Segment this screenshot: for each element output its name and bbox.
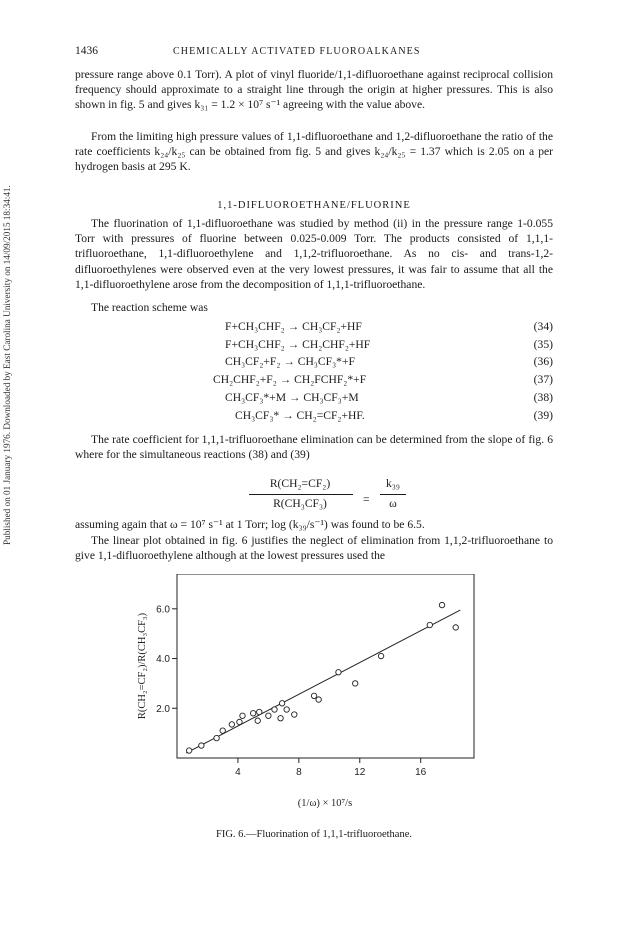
- data-point: [229, 722, 234, 727]
- fraction-left-numerator: R(CH₂=CF₂): [269, 477, 331, 490]
- scatter-chart: [120, 574, 485, 824]
- data-point: [279, 701, 284, 706]
- reaction-number: (39): [533, 409, 553, 422]
- figure-caption: FIG. 6.—Fluorination of 1,1,1-trifluoroethane.: [216, 829, 412, 840]
- reaction-36: [75, 355, 553, 370]
- data-point: [453, 625, 458, 630]
- data-point: [336, 670, 341, 675]
- data-point: [272, 707, 277, 712]
- running-title: CHEMICALLY ACTIVATED FLUOROALKANES: [173, 46, 421, 57]
- data-point: [214, 735, 219, 740]
- paragraph-fluorination: The fluorination of 1,1-difluoroethane was studied by method (ii) in the pressure range 1-0.055 Torr with pressures of fluorine between 0.025-0.009 Torr. The products consisted of 1,1,1-trifluoroethane, 1,1-difluoroethylene and 1,1,2-trifluoroethane. As no cis- and trans-1,2-difluoroethylenes were observed even at the very lowest pressures, it was fair to assume that all the 1,1-difluoroethylene arose from the decomposition of 1,1,1-trifluoroethane.: [75, 217, 553, 291]
- reaction-number: (37): [533, 373, 553, 386]
- data-point: [240, 713, 245, 718]
- reaction-number: (34): [533, 320, 553, 333]
- fraction-right-numerator: k₃₉: [386, 477, 400, 490]
- data-point: [439, 602, 444, 607]
- section-title: 1,1-DIFLUOROETHANE/FLUORINE: [217, 200, 411, 211]
- x-tick-label: 8: [296, 767, 302, 778]
- paragraph-vinyl-fluoride: pressure range above 0.1 Torr). A plot of vinyl fluoride/1,1-difluoroethane against reciprocal collision frequency should approximate to a straight line through the origin at higher pressures. This is also shown in fig. 5 and gives k₃₁ = 1.2 × 10⁷ s⁻¹ agreeing with the value above.: [75, 68, 553, 112]
- data-point: [266, 713, 271, 718]
- reaction-39: [75, 409, 553, 424]
- paragraph-rate-ratio: From the limiting high pressure values of 1,1-difluoroethane and 1,2-difluoroethane the ratio of the rate coefficients k₂₄/k₂₅ can be obtained from fig. 5 and gives k₂₄/k₂₅ = 1.37 which is 2.05 on a per hydrogen basis at 295 K.: [75, 130, 553, 174]
- reaction-37: [75, 373, 553, 388]
- reaction-number: (38): [533, 391, 553, 404]
- fraction-left-bar: [249, 494, 353, 495]
- data-point: [427, 622, 432, 627]
- data-point: [220, 728, 225, 733]
- reaction-34: [75, 320, 553, 335]
- paragraph-reaction-scheme-intro: The reaction scheme was: [91, 301, 208, 314]
- data-point: [311, 693, 316, 698]
- paragraph-linear-plot: The linear plot obtained in fig. 6 justifies the neglect of elimination from 1,1,2-trifluoroethane to give 1,1-difluoroethylene although at the lowest pressures used the: [75, 534, 553, 563]
- data-point: [278, 716, 283, 721]
- reaction-38: [75, 391, 553, 406]
- data-point: [250, 711, 255, 716]
- reaction-35: [75, 338, 553, 353]
- fraction-right-bar: [380, 494, 406, 495]
- data-point: [284, 707, 289, 712]
- figure-6: [120, 574, 485, 824]
- data-point: [378, 653, 383, 658]
- y-tick-label: 2.0: [156, 703, 170, 715]
- data-point: [316, 697, 321, 702]
- reaction-equation: F+CH₃CHF₂ → CH₃CF₂+HF: [225, 320, 362, 333]
- page-number: 1436: [75, 45, 98, 57]
- data-point: [292, 712, 297, 717]
- reaction-equation: CH₃CF₃*+M → CH₃CF₃+M: [225, 391, 359, 404]
- download-watermark: Published on 01 January 1976. Downloaded by East Carolina University on 14/09/2015 18:34:41.: [2, 185, 12, 545]
- x-axis-label: (1/ω) × 10⁷/s: [297, 798, 353, 809]
- reaction-equation: CH₃CF₃* → CH₂=CF₂+HF.: [235, 409, 365, 422]
- x-tick-label: 12: [354, 767, 366, 778]
- fit-line: [186, 610, 460, 753]
- paragraph-assumption: assuming again that ω = 10⁷ s⁻¹ at 1 Torr; log (k₃₉/s⁻¹) was found to be 6.5.: [75, 518, 425, 531]
- page-header: [75, 45, 553, 61]
- y-tick-label: 6.0: [156, 604, 170, 616]
- reaction-equation: CH₃CF₂+F₂ → CH₃CF₃*+F: [225, 355, 355, 368]
- data-point: [257, 709, 262, 714]
- fraction-left-denominator: R(CH₃CF₃): [273, 497, 327, 510]
- data-point: [237, 719, 242, 724]
- y-tick-label: 4.0: [156, 654, 170, 666]
- fraction-right-denominator: ω: [389, 497, 397, 510]
- reaction-equation: F+CH₃CHF₂ → CH₂CHF₂+HF: [225, 338, 371, 351]
- data-point: [199, 743, 204, 748]
- data-point: [353, 681, 358, 686]
- y-axis-label: R(CH₂=CF₂)/R(CH₃CF₃): [137, 612, 148, 720]
- reaction-number: (35): [533, 338, 553, 351]
- x-tick-label: 4: [235, 767, 241, 778]
- x-tick-label: 16: [415, 767, 427, 778]
- fraction-equals: =: [363, 493, 370, 506]
- data-point: [255, 718, 260, 723]
- data-point: [186, 748, 191, 753]
- reaction-number: (36): [533, 355, 553, 368]
- reaction-equation: CH₂CHF₂+F₂ → CH₂FCHF₂*+F: [213, 373, 367, 386]
- paragraph-rate-coefficient: The rate coefficient for 1,1,1-trifluoroethane elimination can be determined from the slope of fig. 6 where for the simultaneous reactions (38) and (39): [75, 433, 553, 462]
